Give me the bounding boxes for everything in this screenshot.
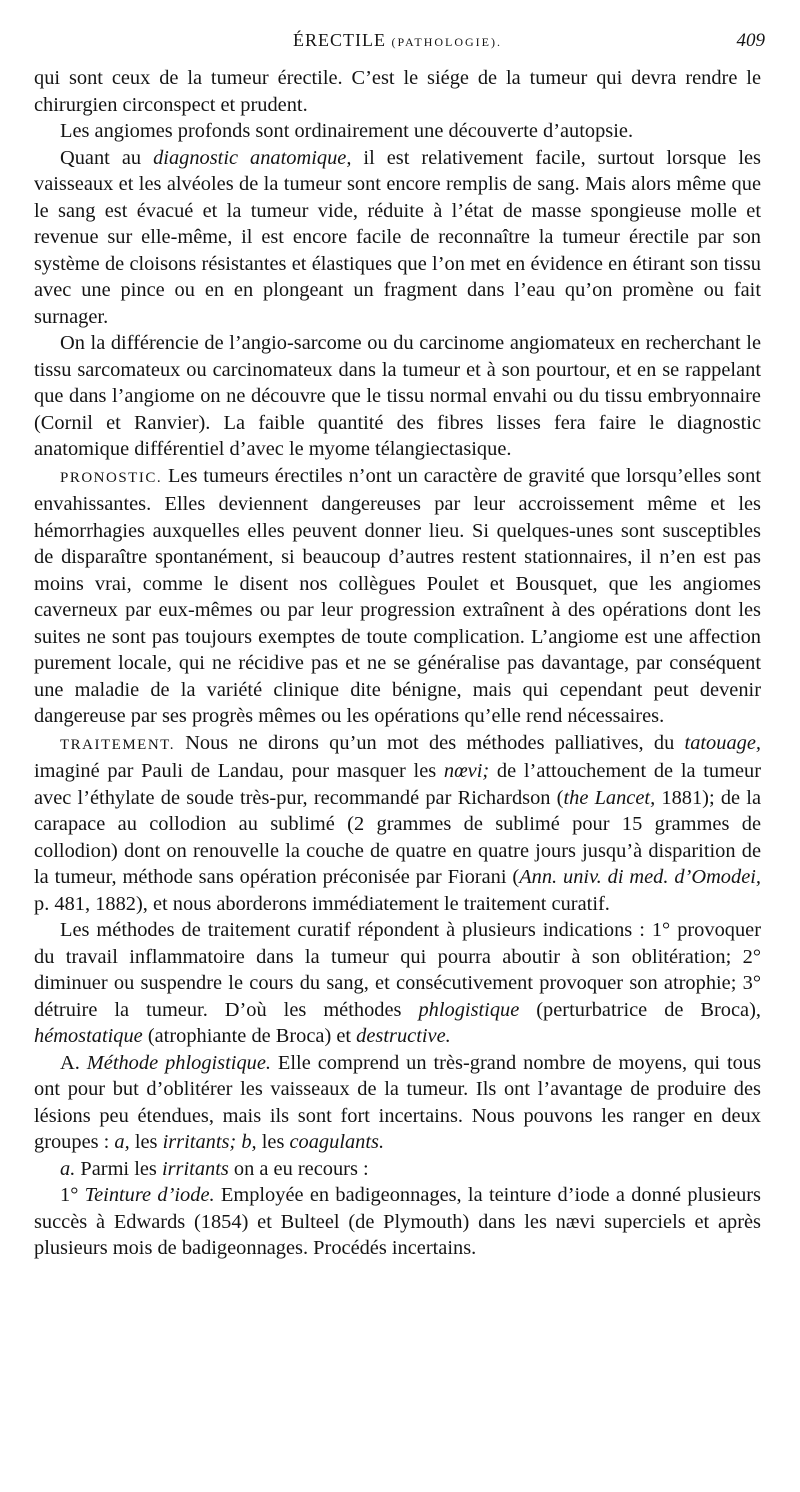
paragraph-prognosis: PRONOSTIC. Les tumeurs érectiles n’ont un caractère de gravité que lorsqu’elles sont envahissantes. Elles deviennent dangereuses par leur accroissement même et les hémorrhagies auxquelles elles peuvent donner lieu. Si quelques-unes sont susceptibles de disparaître spontanément, si beaucoup d’autres restent stationnaires, il n’en est pas moins vrai, comme le disent nos collègues Poulet et Bousquet, que les angiomes caverneux par eux-mêmes ou par leur progression extraînent à des opérations dont les suites ne sont pas toujours exemptes de toute complication. L’angiome est une affection purement locale, qui ne récidive pas et ne se généralise pas davantage, par conséquent une maladie de la variété clinique dite bénigne, mais qui cependant peut devenir dangereuse par ses progrès mêmes ou les opérations qu’elle rend nécessaires.: [34, 464, 761, 727]
running-title-main: ÉRECTILE: [292, 30, 386, 50]
paragraph-curative-methods: Les méthodes de traitement curatif répondent à plusieurs indications : 1° provoquer du travail inflammatoire dans la tumeur qui pourra aboutir à son oblitération; 2° diminuer ou suspendre le cours du sang, et consécutivement provoquer son atrophie; 3° détruire la tumeur. D’où les méthodes phlogistique (perturbatrice de Broca), hémostatique (atrophiante de Broca) et destructive.: [34, 919, 761, 1047]
paragraph-irritants: a. Parmi les irritants on a eu recours :: [60, 1157, 369, 1180]
paragraph-deep-angiomas: Les angiomes profonds sont ordinairement une découverte d’autopsie.: [60, 120, 634, 142]
body-text: [34, 65, 761, 1262]
paragraph-iodine-tincture: 1° Teinture d’iode. Employée en badigeonnages, la teinture d’iode a donné plusieurs succès à Edwards (1854) et Bulteel (de Plymouth) dans les nævi superciels et après plusieurs mois de badigeonnages. Procédés incertains.: [34, 1184, 761, 1259]
paragraph-treatment: TRAITEMENT. Nous ne dirons qu’un mot des méthodes palliatives, du tatouage, imaginé par Pauli de Landau, pour masquer les nœvi; de l’attouchement de la tumeur avec l’éthylate de soude très-pur, recommandé par Richardson (the Lancet, 1881); de la carapace au collodion au sublimé (2 grammes de sublimé pour 15 grammes de collodion) dont on renouvelle la couche de quatre en quatre jours jusqu’à disparition de la tumeur, méthode sans opération préconisée par Fiorani (Ann. univ. di med. d’Omodei, p. 481, 1882), et nous aborderons immédiatement le traitement curatif.: [34, 731, 762, 915]
paragraph-continuation: qui sont ceux de la tumeur érectile. C’est le siége de la tumeur qui devra rendre le chirurgien circonspect et prudent.: [34, 67, 761, 116]
paragraph-phlogistic-method: A. Méthode phlogistique. Elle comprend un très-grand nombre de moyens, qui tous ont pour but d’oblitérer les vaisseaux de la tumeur. Ils ont l’avantage de produire des lésions peu étendues, mais ils sont fort incertains. Nous pouvons les ranger en deux groupes : a, les irritants; b, les coagulants.: [34, 1051, 762, 1153]
page-number: 409: [736, 30, 765, 51]
running-title-sub: (PATHOLOGIE).: [391, 35, 503, 49]
running-head: [30, 30, 765, 60]
section-heading-treatment: TRAITEMENT.: [60, 736, 175, 753]
running-title: [30, 30, 765, 51]
paragraph-differential-diagnosis: On la différencie de l’angio-sarcome ou du carcinome angiomateux en recherchant le tissu sarcomateux ou carcinomateux dans la tumeur et à son pourtour, et en se rappelant que dans l’angiome on ne découvre que le tissu normal envahi ou du tissu embryonnaire (Cornil et Ranvier). La faible quantité des fibres lisses fera faire le diagnostic anatomique différentiel d’avec le myome télangiectasique.: [34, 332, 761, 460]
section-heading-prognosis: PRONOSTIC.: [60, 469, 163, 486]
paragraph-anatomic-diagnosis: Quant au diagnostic anatomique, il est relativement facile, surtout lorsque les vaisseaux et les alvéoles de la tumeur sont encore remplis de sang. Mais alors même que le sang est évacué et la tumeur vide, réduite à l’état de masse spongieuse molle et revenue sur elle-même, il est encore facile de reconnaître la tumeur érectile par son système de cloisons résistantes et élastiques que l’on met en évidence en étirant son tissu avec une pince ou en en plongeant un fragment dans l’eau qu’on promène ou fait surnager.: [34, 146, 761, 328]
